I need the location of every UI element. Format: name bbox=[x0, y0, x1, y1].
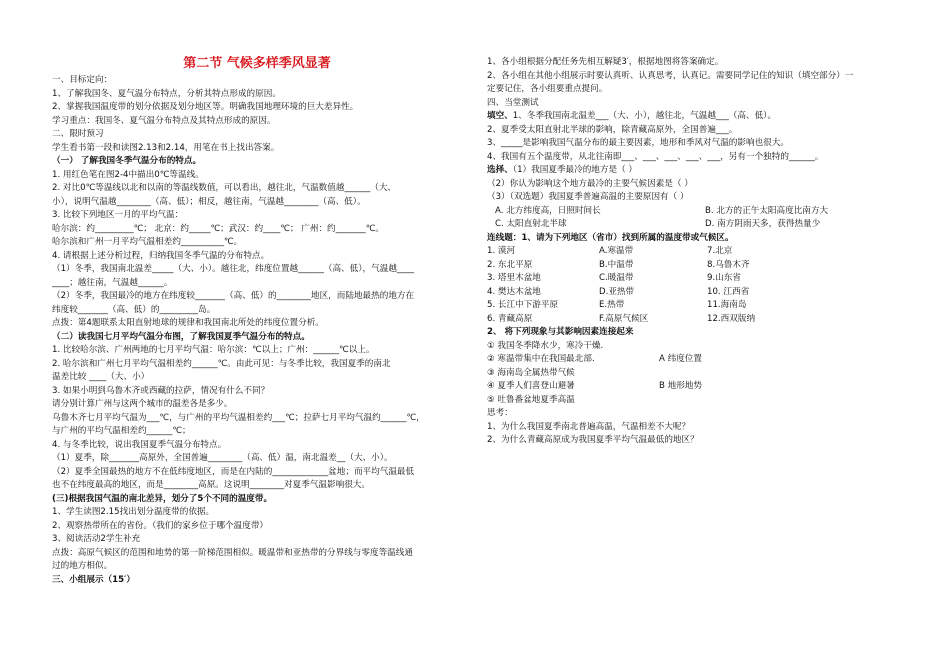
link-cell: D.亚热带 bbox=[599, 286, 635, 297]
text-line: (三)根据我国气温的南北差异，划分了5个不同的温度带。 bbox=[52, 493, 273, 504]
factor-item bbox=[659, 367, 859, 381]
text-line: 纬度较_______（高、低）的_________岛。 bbox=[52, 304, 216, 315]
text-line: 哈尔滨和广州一月平均气温相差约__________℃。 bbox=[52, 237, 243, 247]
text-line: 与广州的平均气温相差约______℃； bbox=[52, 426, 191, 436]
text-line: 点拨：高原气候区的范围和地势的第一阶梯范围相似。暖温带和亚热带的分界线与零度等温线通 bbox=[52, 547, 413, 558]
link-cell: 5. 长江中下游平原 bbox=[487, 300, 559, 310]
text-line: 哈尔滨：约_________℃； 北京：约_____℃；武汉：约____℃； 广州：约_______℃。 bbox=[52, 223, 384, 234]
text-line: （1）夏季，除_______高原外，全国普遍________（高、低）温，南北温差__（大、小）。 bbox=[52, 453, 393, 463]
text-line: 3. 比较下列地区一月的平均气温： bbox=[52, 210, 184, 220]
text-line: （二）读我国七月平均气温分布图，了解我国夏季气温分布的特点。 bbox=[52, 331, 310, 342]
factor-item: A 纬度位置 bbox=[659, 354, 702, 364]
text-line: （1）冬季，我国南北温差_____（大、小）。越往北，纬度位置越______（高、低），气温越____ bbox=[52, 264, 415, 274]
link-cell: 10. 江西省 bbox=[707, 286, 750, 297]
text-line: 2. 对比0℃等温线以北和以南的等温线数值，可以看出，越往北，气温数值越______（大、 bbox=[52, 183, 397, 193]
link-question-title: 连线题：1、请为下列地区（省市）找到所属的温度带或气候区。 bbox=[487, 232, 734, 243]
text-line: 学习重点：我国冬、夏气温分布特点及其特点形成的原因。 bbox=[52, 115, 276, 126]
phenomenon-item: ② 寒温带集中在我国最北部. bbox=[487, 354, 595, 364]
think-line: 1、为什么我国夏季南北普遍高温，气温相差不大呢？ bbox=[487, 421, 691, 432]
factor-item bbox=[659, 394, 859, 408]
phenomenon-item: ④ 夏季人们喜登山避暑 bbox=[487, 381, 575, 391]
link-cell: A.寒温带 bbox=[599, 246, 634, 256]
phenomenon-row bbox=[487, 394, 899, 408]
question-text: 1、冬季我国南北温差___（大、小），越往北，气温越___（高、低）。 bbox=[512, 111, 777, 121]
option-item: B. 北方的正午太阳高度比南方大 bbox=[705, 205, 829, 216]
think-line: 思考： bbox=[487, 408, 513, 418]
text-line: 4. 与冬季比较，说出我国夏季气温分布特点。 bbox=[52, 439, 227, 450]
left-column bbox=[52, 56, 462, 587]
section-title: 第二节 气候多样季风显著 bbox=[183, 56, 331, 71]
link-cell: F.高原气候区 bbox=[599, 313, 649, 324]
text-line: 1、各小组根据分配任务先相互解疑3′，根据地图将答案确定。 bbox=[487, 57, 724, 67]
text-line: 2、掌握我国温度带的划分依据及划分地区等。明确我国地理环境的巨大差异性。 bbox=[52, 102, 359, 112]
text-line: 三、小组展示（15′） bbox=[52, 574, 135, 585]
text-line: 4. 请根据上述分析过程，归纳我国冬季气温的分布特点。 bbox=[52, 250, 270, 261]
text-line bbox=[487, 164, 899, 178]
option-row bbox=[487, 205, 899, 219]
text-line: 点拨：第4题联系太阳直射地球的规律和我国南北所处的纬度位置分析。 bbox=[52, 318, 324, 328]
text-line: 温差比较 ____（大、小） bbox=[52, 372, 150, 382]
text-line: 2、观察热带所在的省份。（我们的家乡位于哪个温度带） bbox=[52, 520, 269, 531]
phenomena-list bbox=[487, 340, 899, 408]
link-cell: 9.山东省 bbox=[707, 273, 741, 283]
question-type-label: 选择、 bbox=[487, 165, 513, 175]
text-line: 四、当堂测试 bbox=[487, 97, 539, 108]
link-cell: 6. 青藏高原 bbox=[487, 313, 533, 324]
link-cell: 7.北京 bbox=[707, 246, 733, 256]
phenomenon-row bbox=[487, 353, 899, 367]
text-line bbox=[487, 110, 899, 124]
text-line: 小），说明气温越________（高、低）；相反，越往南，气温越________（高、低）。 bbox=[52, 196, 366, 207]
link-row bbox=[487, 259, 899, 273]
text-line: 1. 用红色笔在图2-4中描出0℃等温线。 bbox=[52, 169, 204, 180]
text-line: 过的地方相似。 bbox=[52, 561, 113, 571]
phenomenon-item: ① 我国冬季降水少，寒冷干燥. bbox=[487, 340, 604, 351]
link-cell: 8.乌鲁木齐 bbox=[707, 259, 750, 270]
text-line: 定要记住，各小组要重点提问。 bbox=[487, 84, 608, 94]
link-cell: B.中温带 bbox=[599, 259, 634, 270]
question-text: （1）我国夏季最冷的地方是（ ） bbox=[512, 165, 638, 175]
text-line: 2. 哈尔滨和广州七月平均气温相差约______℃。由此可见：与冬季比较，我国夏季的南北 bbox=[52, 358, 391, 369]
phenomena-question-title: 2、 将下列现象与其影响因素连接起来 bbox=[487, 327, 634, 337]
text-line: ____；越往南，气温越______。 bbox=[52, 277, 173, 288]
factor-item: B 地形地势 bbox=[659, 381, 703, 391]
question-type-label: 填空、 bbox=[487, 111, 513, 121]
phenomenon-item: ⑤ 吐鲁番盆地夏季高温 bbox=[487, 394, 575, 405]
link-cell: 4. 樊达木盆地 bbox=[487, 286, 541, 297]
think-line: 2、为什么青藏高原成为我国夏季平均气温最低的地区？ bbox=[487, 435, 699, 445]
option-item: A. 北方纬度高，日照时间长 bbox=[495, 205, 601, 216]
link-cell: C.暖温带 bbox=[599, 273, 634, 283]
think-section bbox=[487, 407, 899, 448]
text-line: 3、_____是影响我国气温分布的最主要因素，地形和季风对气温的影响也很大。 bbox=[487, 138, 789, 148]
text-line: 3. 如果小明到乌鲁木齐或西藏的拉萨，情况有什么不同？ bbox=[52, 385, 270, 396]
text-line: 1、学生读图2.15找出划分温度带的依据。 bbox=[52, 507, 215, 517]
link-cell: 1. 漠河 bbox=[487, 246, 516, 256]
link-question-table bbox=[487, 245, 899, 326]
text-line: （2）夏季全国最热的地方不在低纬度地区，而是在内陆的_____________盆地；而平均气温最低 bbox=[52, 466, 415, 477]
text-line: 2、各小组在其他小组展示时要认真听、认真思考，认真记。需要同学记住的知识（填空部分）一 bbox=[487, 70, 854, 81]
phenomenon-row bbox=[487, 367, 899, 381]
text-line: 乌鲁木齐七月平均气温为___℃，与广州的平均气温相差约___℃；拉萨七月平均气温约______℃， bbox=[52, 412, 425, 423]
text-line: 请分别计算广州与这两个城市的温差各是多少。 bbox=[52, 399, 233, 409]
text-line: （2）冬季，我国最冷的地方在纬度较_______（高、低）的________地区，而陆地最热的地方在 bbox=[52, 291, 415, 301]
text-line: （3）（双选题）我国夏季普遍高温的主要原因有（ ） bbox=[487, 192, 689, 202]
link-cell: 12.西双版纳 bbox=[707, 313, 756, 324]
phenomenon-item: ③ 海南岛全属热带气候 bbox=[487, 367, 575, 378]
text-line: 4、我国有五个温度带，从北往南即___、___、___、___、___，另有一个独特的______。 bbox=[487, 151, 824, 162]
text-line: 1、了解我国冬、夏气温分布特点，分析其特点形成的原因。 bbox=[52, 88, 281, 99]
factor-item bbox=[659, 340, 859, 354]
link-row bbox=[487, 299, 899, 313]
link-row bbox=[487, 313, 899, 327]
link-cell: 3. 塔里木盆地 bbox=[487, 273, 541, 283]
text-line: 学生看书第一段和读图2.13和2.14，用笔在书上找出答案。 bbox=[52, 142, 280, 153]
right-text-lines bbox=[487, 56, 899, 205]
phenomenon-row bbox=[487, 340, 899, 354]
text-line: 也不在纬度最高的地区，而是________高原。这说明________对夏季气温影响很大。 bbox=[52, 480, 370, 490]
right-column bbox=[487, 56, 899, 448]
link-row bbox=[487, 245, 899, 259]
text-line: 1. 比较哈尔滨、广州两地的七月平均气温：哈尔滨：℃以上；广州：______℃以上。 bbox=[52, 345, 375, 355]
text-line: 二、限时预习 bbox=[52, 129, 104, 139]
text-line: 3、阅读活动2学生补充 bbox=[52, 534, 141, 544]
link-row bbox=[487, 286, 899, 300]
text-line: 一、目标定向： bbox=[52, 75, 113, 85]
phenomenon-row bbox=[487, 380, 899, 394]
choice-options bbox=[487, 205, 899, 232]
text-line: （2）你认为影响这个地方最冷的主要气候因素是（ ） bbox=[487, 178, 693, 189]
text-line: （一） 了解我国冬季气温分布的特点。 bbox=[52, 156, 202, 166]
option-item: D. 南方阴雨天多，获得热量少 bbox=[705, 219, 821, 229]
option-item: C. 太阳直射北半球 bbox=[495, 219, 567, 229]
link-cell: E.热带 bbox=[599, 300, 625, 310]
left-text-lines bbox=[52, 74, 462, 587]
link-cell: 2. 东北平原 bbox=[487, 259, 533, 270]
text-line: 2、夏季受太阳直射北半球的影响，除青藏高原外，全国普遍___。 bbox=[487, 124, 738, 135]
link-cell: 11.海南岛 bbox=[707, 300, 747, 310]
option-row bbox=[487, 218, 899, 232]
link-row bbox=[487, 272, 899, 286]
